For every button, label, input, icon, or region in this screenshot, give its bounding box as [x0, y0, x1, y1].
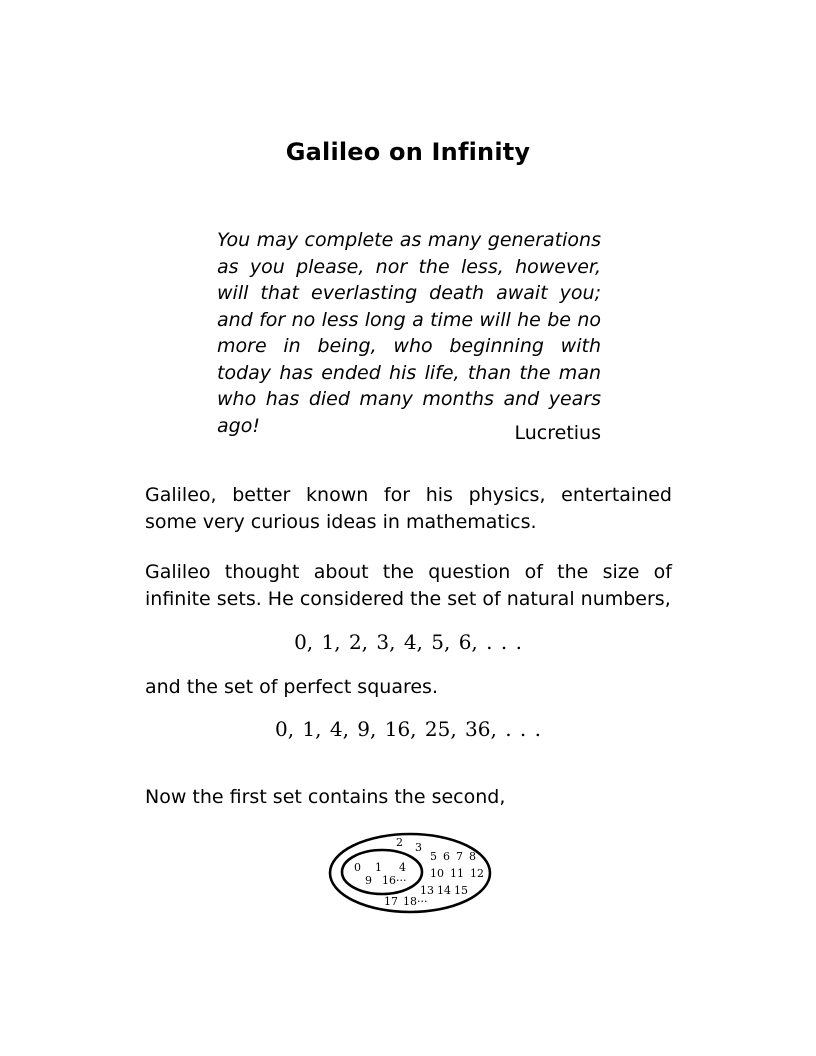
- inner-element: 16···: [382, 874, 407, 887]
- outer-element: 12: [470, 867, 484, 880]
- paragraph-perfect-squares: and the set of perfect squares.: [145, 676, 438, 698]
- inner-element: 4: [399, 861, 406, 874]
- paragraph-infinite-sets: Galileo thought about the question of the size of infinite sets. He considered the set of natural numbers,: [145, 561, 672, 610]
- inner-element: 1: [375, 861, 382, 874]
- outer-element: 11: [450, 867, 464, 880]
- outer-element: 2: [396, 836, 403, 849]
- epigraph-quote: You may complete as many generations as you please, nor the less, however, will that everlasting death await you; and for no less long a time will he be no more in being, who beginning with today has ended his life, than the man who has died many months and years ago!: [217, 229, 601, 437]
- set-containment-diagram: [326, 830, 494, 916]
- outer-element: 6: [443, 850, 450, 863]
- outer-element: 7: [456, 850, 463, 863]
- outer-element: 10: [430, 867, 444, 880]
- natural-numbers-sequence: 0, 1, 2, 3, 4, 5, 6, . . .: [294, 630, 522, 654]
- outer-element: 3: [415, 841, 422, 854]
- outer-element: 14: [437, 884, 451, 897]
- outer-element: 5: [430, 850, 437, 863]
- inner-element: 0: [354, 861, 361, 874]
- paragraph-intro: Galileo, better known for his physics, entertained some very curious ideas in mathematics.: [145, 484, 672, 533]
- outer-element: 15: [454, 884, 468, 897]
- outer-element: 8: [469, 850, 476, 863]
- inner-element: 9: [365, 874, 372, 887]
- epigraph-author: Lucretius: [514, 422, 601, 444]
- page-title: Galileo on Infinity: [285, 138, 531, 166]
- outer-element: 13: [420, 884, 434, 897]
- perfect-squares-sequence: 0, 1, 4, 9, 16, 25, 36, . . .: [274, 717, 542, 741]
- paragraph-containment: Now the first set contains the second,: [145, 786, 506, 808]
- outer-element: 17: [384, 895, 398, 908]
- outer-element: 18···: [403, 895, 428, 908]
